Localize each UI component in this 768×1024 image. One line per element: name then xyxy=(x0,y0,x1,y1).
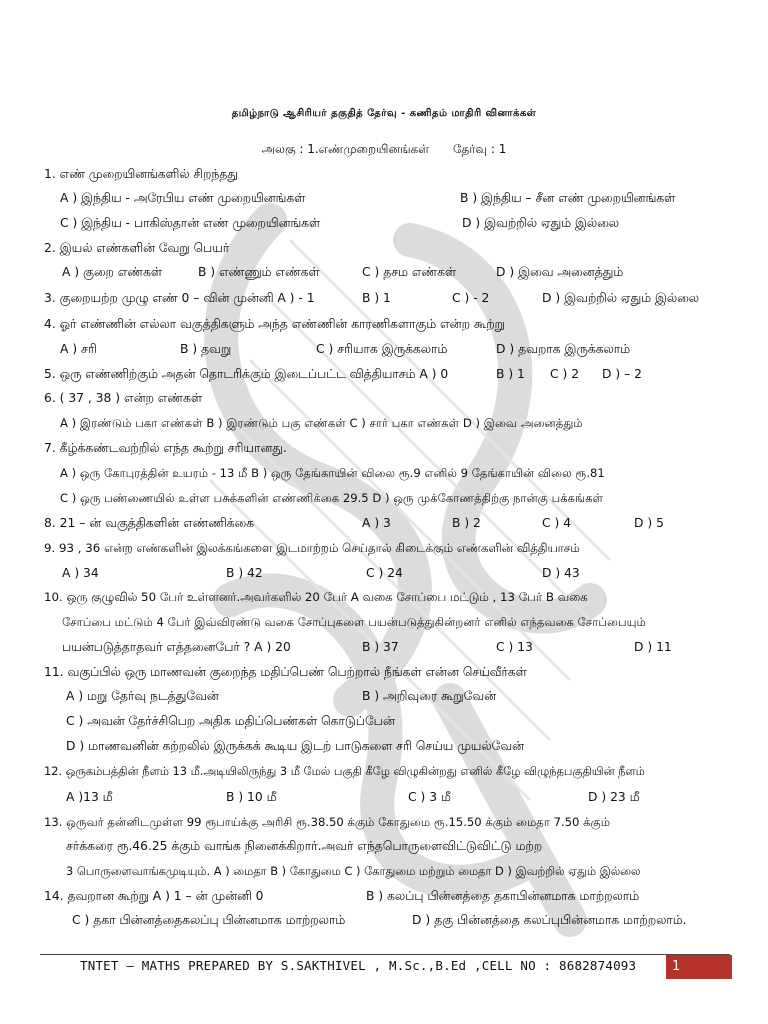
test-label: தேர்வு : 1 xyxy=(452,142,507,156)
q5-option-b: B ) 1 xyxy=(496,367,525,381)
question-10-line-3: பயன்படுத்தாதவர் எத்தனைபேர் ? A ) 20 xyxy=(62,640,291,654)
question-10-line-2: சோப்பை மட்டும் 4 பேர் இவ்விரண்டு வகை சோப்புகளை பயன்படுத்துகின்றனர் எனில் எந்தவகை சோப்பையும் xyxy=(62,615,646,629)
page-number-badge: 1 xyxy=(666,955,732,979)
question-3: 3. குறையற்ற முழு எண் 0 – வின் முன்னி A ) - 1 xyxy=(44,291,315,305)
question-1: 1. எண் முறையினங்களில் சிறந்தது xyxy=(44,167,238,181)
q7-options-cd: C ) ஒரு பண்ணையில் உள்ள பசுக்களின் எண்ணிக்கை 29.5 D ) ஒரு முக்கோணத்திற்கு நான்கு பக்கங்கள் xyxy=(60,491,604,505)
question-10-line-1: 10. ஒரு குழுவில் 50 பேர் உள்ளனர்.அவர்களில் 20 பேர் A வகை சோப்பை மட்டும் , 13 பேர் B வகை xyxy=(44,590,588,604)
q2-option-c: C ) தசம எண்கள் xyxy=(362,265,457,279)
q8-option-b: B ) 2 xyxy=(452,516,481,530)
question-2: 2. இயல் எண்களின் வேறு பெயர் xyxy=(44,241,230,255)
q1-option-a: A ) இந்திய - அரேபிய எண் முறையினங்கள் xyxy=(60,191,306,205)
q8-option-a: A ) 3 xyxy=(362,516,391,530)
q5-option-c: C ) 2 xyxy=(550,367,580,381)
footer-divider xyxy=(40,954,730,955)
question-9: 9. 93 , 36 என்ற எண்களின் இலக்கங்களை இடமாற்றம் செய்தால் கிடைக்கும் எண்களின் வித்தியாசம் xyxy=(44,541,580,555)
q10-option-c: C ) 13 xyxy=(496,640,533,654)
q14-option-c: C ) தகா பின்னத்தைகலப்பு பின்னமாக மாற்றலாம் xyxy=(72,913,346,927)
q1-option-d: D ) இவற்றில் ஏதும் இல்லை xyxy=(462,216,619,230)
q4-option-d: D ) தவறாக இருக்கலாம் xyxy=(496,342,631,356)
question-4: 4. ஓர் எண்ணின் எல்லா வகுத்திகளும் அந்த எண்ணின் காரணிகளாகும் என்ற கூற்று xyxy=(44,317,505,331)
q9-option-d: D ) 43 xyxy=(542,566,580,580)
q1-option-c: C ) இந்திய - பாகிஸ்தான் எண் முறையினங்கள் xyxy=(60,216,321,230)
unit-label: அலகு : 1.எண்முறையினங்கள் xyxy=(261,142,430,156)
q10-option-b: B ) 37 xyxy=(362,640,399,654)
q14-option-b: B ) கலப்பு பின்னத்தை தகாபின்னமாக மாற்றலாம் xyxy=(366,889,640,903)
q4-option-b: B ) தவறு xyxy=(180,342,232,356)
q2-option-d: D ) இவை அனைத்தும் xyxy=(496,265,624,279)
q2-option-b: B ) எண்ணும் எண்கள் xyxy=(198,265,320,279)
q3-option-b: B ) 1 xyxy=(362,291,391,305)
footer-credit: TNTET – MATHS PREPARED BY S.SAKTHIVEL , M.Sc.,B.Ed ,CELL NO : 8682874093 xyxy=(80,958,637,973)
question-13-options: 3 பொருளைவாங்கமுடியும். A ) மைதா B ) கோதுமை C ) கோதுமை மற்றும் மைதா D ) இவற்றில் ஏதும் இல்லை xyxy=(66,864,641,878)
q12-option-d: D ) 23 மீ xyxy=(588,790,640,804)
q11-option-b: B ) அறிவுரை கூறுவேன் xyxy=(362,689,496,703)
question-13-line-2: சர்க்கரை ரூ.46.25 க்கும் வாங்க நினைக்கிறார்.அவர் எந்தபொருளைவிட்டுவிட்டு மற்ற xyxy=(66,839,543,853)
q12-option-b: B ) 10 மீ xyxy=(226,790,277,804)
question-12: 12. ஒருகம்பத்தின் நீளம் 13 மீ.அடியிலிருந்து 3 மீ மேல் பகுதி கீழே விழுகின்றது எனில் கீழே விழுந்தபகுதியின் நீளம் xyxy=(44,764,645,778)
q6-options: A ) இரண்டும் பகா எண்கள் B ) இரண்டும் பகு எண்கள் C ) சார் பகா எண்கள் D ) இவை அனைத்தும் xyxy=(60,416,583,430)
q14-option-d: D ) தகு பின்னத்தை கலப்புபின்னமாக மாற்றலாம். xyxy=(412,913,687,927)
q12-option-a: A )13 மீ xyxy=(66,790,113,804)
question-5: 5. ஒரு எண்ணிற்கும் அதன் தொடரிக்கும் இடைப்பட்ட வித்தியாசம் A ) 0 xyxy=(44,367,449,381)
q10-option-d: D ) 11 xyxy=(634,640,672,654)
q2-option-a: A ) குறை எண்கள் xyxy=(62,265,163,279)
q9-option-c: C ) 24 xyxy=(366,566,403,580)
question-14: 14. தவறான கூற்று A ) 1 – ன் முன்னி 0 xyxy=(44,889,264,903)
q4-option-a: A ) சரி xyxy=(60,342,97,356)
q9-option-b: B ) 42 xyxy=(226,566,263,580)
q1-option-b: B ) இந்திய – சீன எண் முறையினங்கள் xyxy=(460,191,676,205)
q4-option-c: C ) சரியாக இருக்கலாம் xyxy=(316,342,448,356)
question-13-line-1: 13. ஒருவர் தன்னிடமுள்ள 99 ரூபாய்க்கு அரிசி ரூ.38.50 க்கும் கோதுமை ரூ.15.50 க்கும் மைதா 7.50 க்கும் xyxy=(44,815,611,829)
q5-option-d: D ) – 2 xyxy=(602,367,642,381)
q8-option-d: D ) 5 xyxy=(634,516,664,530)
q9-option-a: A ) 34 xyxy=(62,566,99,580)
page-title: தமிழ்நாடு ஆசிரியர் தகுதித் தேர்வு - கணிதம் மாதிரி வினாக்கள் xyxy=(231,108,537,119)
q11-option-a: A ) மறு தேர்வு நடத்துவேன் xyxy=(66,689,219,703)
q3-option-d: D ) இவற்றில் ஏதும் இல்லை xyxy=(542,291,699,305)
question-6: 6. ( 37 , 38 ) என்ற எண்கள் xyxy=(44,391,202,405)
question-8: 8. 21 – ன் வகுத்திகளின் எண்ணிக்கை xyxy=(44,516,254,530)
question-11: 11. வகுப்பில் ஒரு மாணவன் குறைந்த மதிப்பெண் பெற்றால் நீங்கள் என்ன செய்வீர்கள் xyxy=(44,665,527,679)
q3-option-c: C ) - 2 xyxy=(452,291,490,305)
q11-option-c: C ) அவன் தேர்ச்சிபெற அதிக மதிப்பெண்கள் கொடுப்பேன் xyxy=(66,714,395,728)
page-subtitle xyxy=(0,142,768,158)
q12-option-c: C ) 3 மீ xyxy=(408,790,451,804)
question-7: 7. கீழ்க்கண்டவற்றில் எந்த கூற்று சரியானது. xyxy=(44,441,287,455)
q7-options-ab: A ) ஒரு கோபுரத்தின் உயரம் - 13 மீ B ) ஒரு தேங்காயின் விலை ரூ.9 எனில் 9 தேங்காயின் விலை ரூ.81 xyxy=(60,466,605,480)
q8-option-c: C ) 4 xyxy=(542,516,572,530)
q11-option-d: D ) மாணவனின் கற்றலில் இருக்கக் கூடிய இடற் பாடுகளை சரி செய்ய முயல்வேன் xyxy=(66,739,524,753)
